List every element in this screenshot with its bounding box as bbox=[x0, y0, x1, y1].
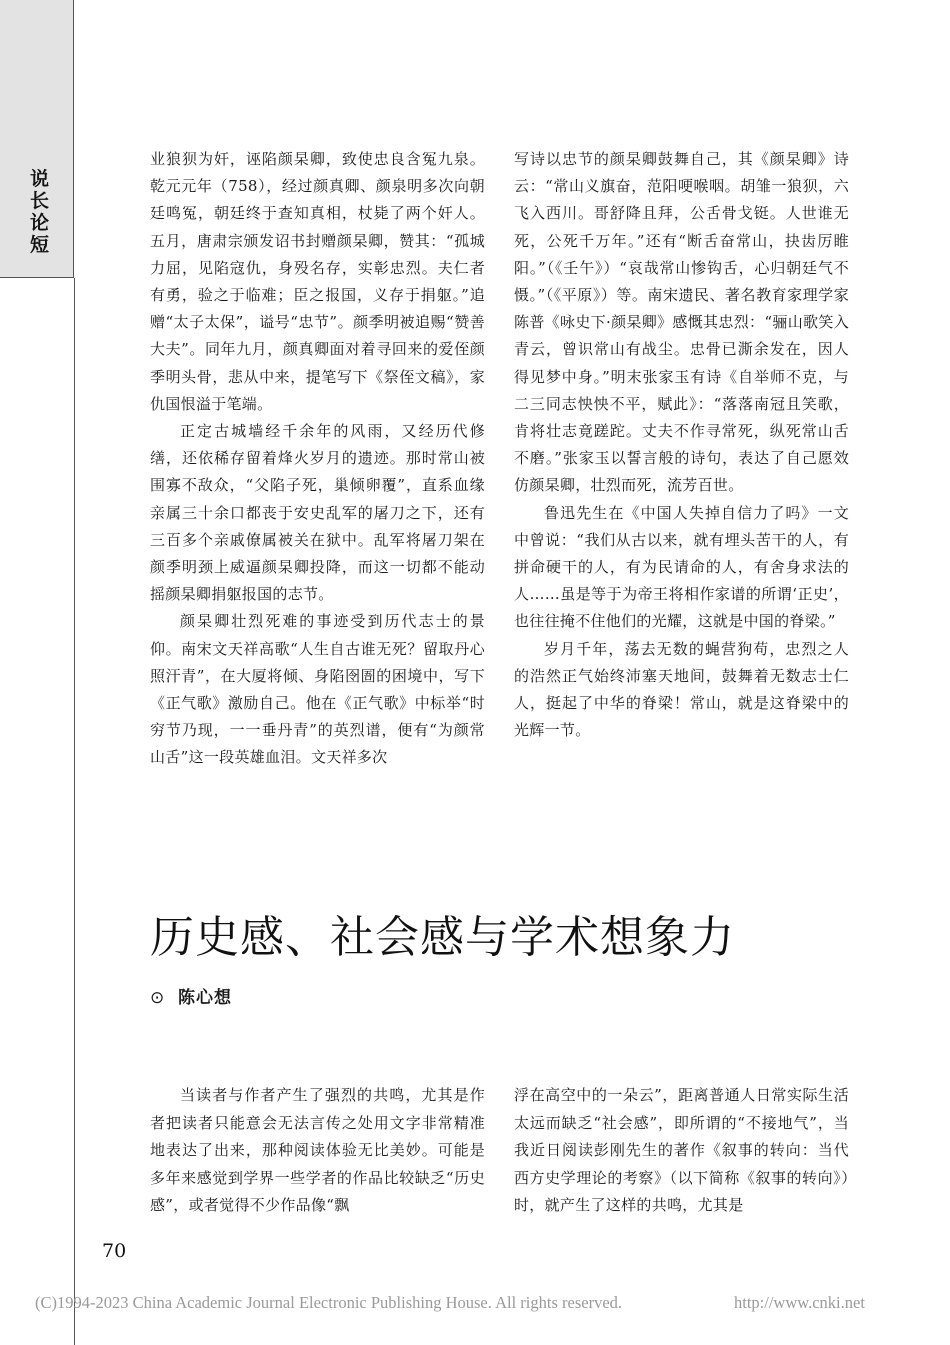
article-column-2 bbox=[514, 1082, 849, 1220]
prev-article-column-2 bbox=[514, 146, 849, 744]
prev-article-column-1 bbox=[150, 146, 485, 772]
byline bbox=[150, 986, 232, 1010]
section-tab bbox=[0, 0, 74, 278]
paragraph: 颜杲卿壮烈死难的事迹受到历代志士的景仰。南宋文天祥高歌“人生自古谁无死？留取丹心照汗青”，在大厦将倾、身陷囹圄的困境中，写下《正气歌》激励自己。他在《正气歌》中标举“时穷节乃现，一一垂丹青”的英烈谱，便有“为颜常山舌”这一段英雄血泪。文天祥多次 bbox=[150, 612, 485, 767]
footer-url[interactable]: http://www.cnki.net bbox=[734, 1293, 865, 1312]
article-title: 历史感、社会感与学术想象力 bbox=[150, 912, 735, 963]
paragraph: 写诗以忠节的颜杲卿鼓舞自己，其《颜杲卿》诗云：“常山义旗奋，范阳哽喉咽。胡雏一狼狈，六飞入西川。哥舒降且拜，公舌骨戈铤。人世谁无死，公死千万年。”还有“断舌奋常山，抉齿厉睢阳。”（《壬午》）“哀哉常山惨钩舌，心归朝廷气不慑。”（《平原》）等。南宋遗民、著名教育家理学家陈普《咏史下·颜杲卿》感慨其忠烈：“骊山歌笑入青云，曾识常山有战尘。忠骨已澌余发在，因人得见梦中身。”明末张家玉有诗《自举师不克，与二三同志怏怏不平，赋此》：“落落南冠且笑歌，肯将壮志竟蹉跎。丈夫不作寻常死，纵死常山舌不磨。”张家玉以誓言般的诗句，表达了自己愿效仿颜杲卿，壮烈而死，流芳百世。 bbox=[514, 150, 849, 495]
article-column-1 bbox=[150, 1082, 485, 1220]
paragraph: 正定古城墙经千余年的风雨，又经历代修缮，还依稀存留着烽火岁月的遗迹。那时常山被围寡不敌众，“父陷子死，巢倾卵覆”，直系血缘亲属三十余口都丧于安史乱军的屠刀之下，还有三百多个亲戚僚属被关在狱中。乱军将屠刀架在颜季明颈上威逼颜杲卿投降，而这一切都不能动摇颜杲卿捐躯报国的志节。 bbox=[150, 422, 485, 604]
author-name: 陈心想 bbox=[178, 988, 232, 1008]
paragraph: 当读者与作者产生了强烈的共鸣，尤其是作者把读者只能意会无法言传之处用文字非常精准地表达了出来，那种阅读体验无比美妙。可能是多年来感觉到学界一些学者的作品比较缺乏“历史感”，或者觉得不少作品像“飘 bbox=[150, 1086, 485, 1214]
section-tab-label: 说长论短 bbox=[30, 168, 50, 256]
paragraph: 岁月千年，荡去无数的蝇营狗苟，忠烈之人的浩然正气始终沛塞天地间，鼓舞着无数志士仁人，挺起了中华的脊梁！常山，就是这脊梁中的光辉一节。 bbox=[514, 639, 849, 740]
paragraph: 业狼狈为奸，诬陷颜杲卿，致使忠良含冤九泉。乾元元年（758），经过颜真卿、颜泉明多次向朝廷鸣冤，朝廷终于查知真相，杖毙了两个奸人。五月，唐肃宗颁发诏书封赠颜杲卿，赞其：“孤城力屈，见陷寇仇，身殁名存，实彰忠烈。夫仁者有勇，验之于临难；臣之报国，义存于捐躯。”追赠“太子太保”，谥号“忠节”。颜季明被追赐“赞善大夫”。同年九月，颜真卿面对着寻回来的爱侄颜季明头骨，悲从中来，提笔写下《祭侄文稿》，家仇国恨溢于笔端。 bbox=[150, 150, 485, 413]
author-mark-icon: ⊙ bbox=[150, 988, 165, 1008]
paragraph: 浮在高空中的一朵云”，距离普通人日常实际生活太远而缺乏“社会感”，即所谓的“不接地气”，当我近日阅读彭刚先生的著作《叙事的转向：当代西方史学理论的考察》（以下简称《叙事的转向》）时，就产生了这样的共鸣，尤其是 bbox=[514, 1086, 849, 1214]
margin-rule bbox=[74, 278, 75, 1345]
page-number: 70 bbox=[102, 1240, 127, 1262]
copyright-notice: (C)1994-2023 China Academic Journal Electronic Publishing House. All rights reserved. bbox=[35, 1293, 623, 1312]
paragraph: 鲁迅先生在《中国人失掉自信力了吗》一文中曾说：“我们从古以来，就有埋头苦干的人，有拼命硬干的人，有为民请命的人，有舍身求法的人……虽是等于为帝王将相作家谱的所谓‘正史’，也往往掩不住他们的光耀，这就是中国的脊梁。” bbox=[514, 503, 849, 631]
